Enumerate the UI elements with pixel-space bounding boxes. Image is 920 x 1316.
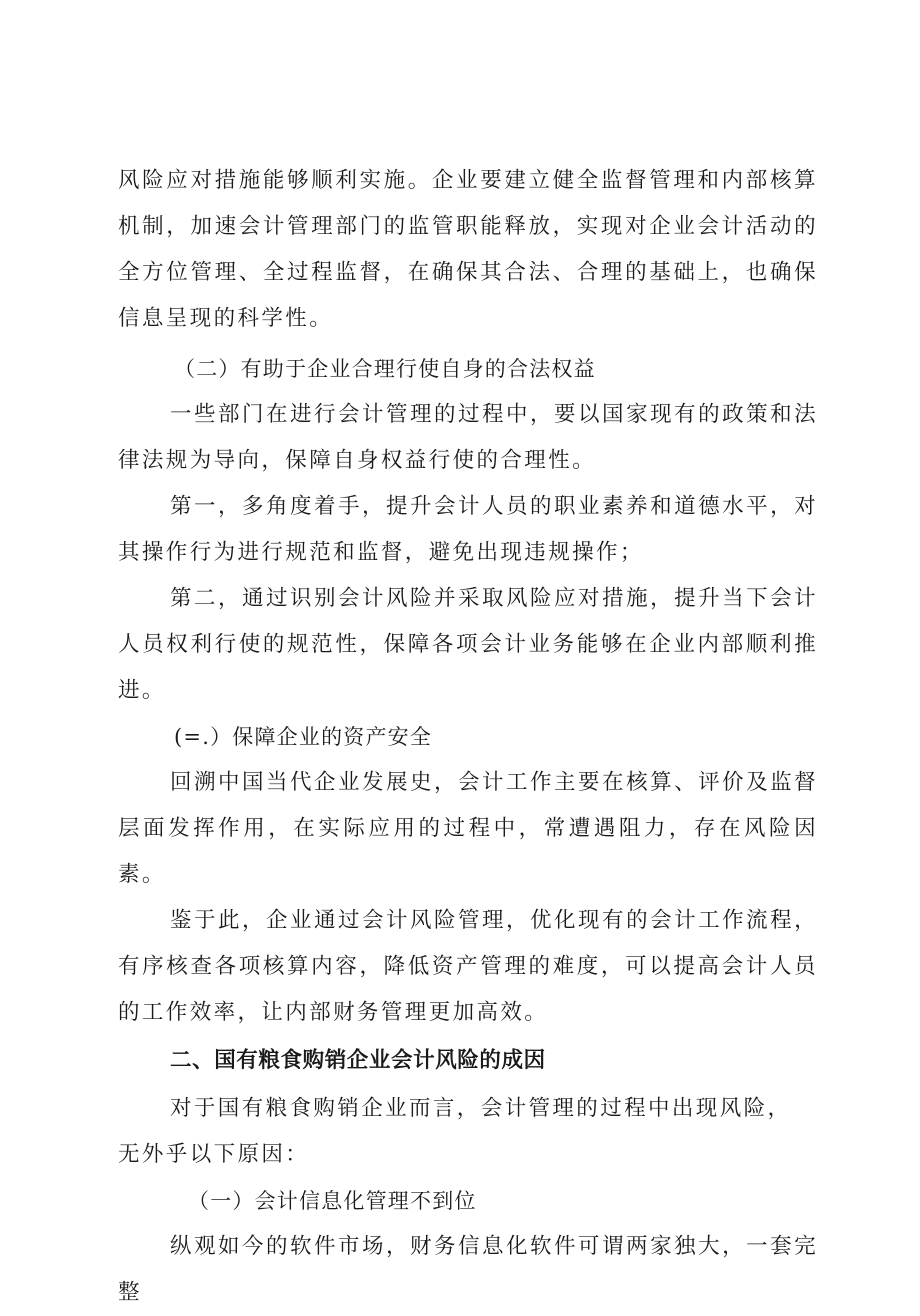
document-body [118, 158, 818, 1316]
subheading-2: （二）有助于企业合理行使自身的合法权益 [174, 357, 596, 381]
paragraph-2b: 第一，多角度着手，提升会计人员的职业素养和道德水平，对其操作行为进行规范和监督，避免出现违规操作； [118, 494, 818, 565]
section-title: 二、国有粮食购销企业会计风险的成因 [170, 1048, 546, 1073]
paragraph-2a: 一些部门在进行会计管理的过程中，要以国家现有的政策和法律法规为导向，保障自身权益行使的合理性。 [118, 402, 818, 473]
paragraph-3a: 回溯中国当代企业发展史，会计工作主要在核算、评价及监督层面发挥作用，在实际应用的过程中，常遭遇阻力，存在风险因素。 [118, 770, 818, 887]
paragraph-intro: 风险应对措施能够顺利实施。企业要建立健全监督管理和内部核算机制，加速会计管理部门的监管职能释放，实现对企业会计活动的全方位管理、全过程监督，在确保其合法、合理的基础上，也确保信息呈现的科学性。 [118, 168, 818, 331]
paragraph-last: 纵观如今的软件市场，财务信息化软件可谓两家独大，一套完整 [118, 1234, 818, 1305]
paragraph-2c: 第二，通过识别会计风险并采取风险应对措施，提升当下会计人员权利行使的规范性，保障各项会计业务能够在企业内部顺利推进。 [118, 586, 818, 703]
subheading-section-1: （一）会计信息化管理不到位 [188, 1189, 477, 1213]
paragraph-section-line2: 无外乎以下原因： [118, 1142, 310, 1167]
paragraph-section-line1: 对于国有粮食购销企业而言，会计管理的过程中出现风险， [170, 1096, 792, 1121]
subheading-3: (=.）保障企业的资产安全 [174, 725, 433, 749]
paragraph-3b: 鉴于此，企业通过会计风险管理，优化现有的会计工作流程，有序核查各项核算内容，降低资产管理的难度，可以提高会计人员的工作效率，让内部财务管理更加高效。 [118, 908, 818, 1025]
